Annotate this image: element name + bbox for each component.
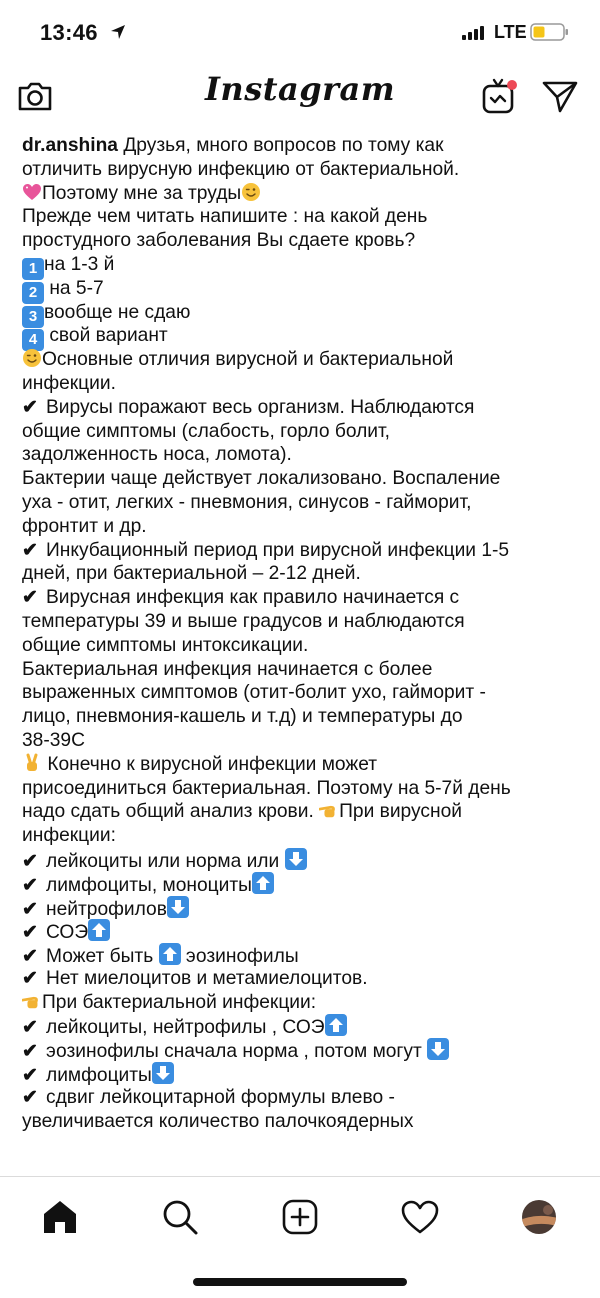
caption-text: Поэтому <box>42 182 119 204</box>
caption-text: Нет миелоцитов и метамиелоцитов. <box>46 967 368 989</box>
check-mark-icon: ✔ <box>22 396 39 418</box>
pointing-hand-icon <box>22 991 42 1011</box>
check-mark-icon: ✔ <box>22 1086 39 1108</box>
caption-text: уха - отит, легких - пневмония, синусов - гайморит, <box>22 491 472 513</box>
caption-line <box>22 1062 584 1086</box>
caption-text: Вирусы поражают весь организм. Наблюдаются <box>46 396 475 418</box>
caption-line <box>22 753 584 777</box>
check-mark-icon: ✔ <box>22 850 39 872</box>
signal-strength-icon <box>462 26 490 40</box>
keycap-2-icon: 2 <box>22 282 44 304</box>
caption-line <box>22 586 584 610</box>
caption-text: Может быть <box>46 946 159 968</box>
check-mark-icon: ✔ <box>22 1065 39 1087</box>
caption-text: свой вариант <box>44 325 168 347</box>
keycap-4-icon: 4 <box>22 329 44 351</box>
network-type: LTE <box>494 22 527 42</box>
check-mark-icon: ✔ <box>22 922 39 944</box>
caption-line <box>22 182 584 206</box>
caption-text: 38-39С <box>22 729 85 751</box>
check-mark-icon: ✔ <box>22 1017 39 1039</box>
caption-line <box>22 943 584 967</box>
caption-text: присоединиться бактериальная. Поэтому на 5-7й день <box>22 777 511 799</box>
check-mark-icon: ✔ <box>22 898 39 920</box>
caption-text: лейкоциты, нейтрофилы , СОЭ <box>46 1017 325 1039</box>
caption-line <box>22 348 584 372</box>
caption-text: Инкубационный период при вирусной инфекции 1-5 <box>46 539 510 561</box>
caption-text: лицо, пневмония-кашель и т.д) и температуры до <box>22 706 463 728</box>
caption-line <box>22 729 584 753</box>
winking-face-icon <box>241 182 261 202</box>
caption-line <box>22 443 584 467</box>
caption-line <box>22 1014 584 1038</box>
up-arrow-icon <box>88 919 110 941</box>
caption-text: эозинофилы <box>180 946 299 968</box>
caption-line <box>22 634 584 658</box>
victory-hand-icon <box>22 753 42 773</box>
check-mark-icon: ✔ <box>22 874 39 896</box>
status-time: 13:46 <box>40 20 98 45</box>
keycap-1-icon: 1 <box>22 258 44 280</box>
check-mark-icon: ✔ <box>22 1041 39 1063</box>
status-bar <box>0 0 600 64</box>
caption-line <box>22 205 584 229</box>
igtv-icon[interactable] <box>480 76 520 116</box>
check-mark-icon: ✔ <box>22 539 39 561</box>
caption-line <box>22 491 584 515</box>
caption-text: лейкоциты или норма или <box>46 850 285 872</box>
caption-line <box>22 610 584 634</box>
up-arrow-icon <box>325 1014 347 1036</box>
home-indicator[interactable] <box>193 1278 407 1286</box>
caption-line <box>22 134 584 158</box>
caption-text: фронтит и др. <box>22 515 147 537</box>
caption-line <box>22 229 584 253</box>
caption-line <box>22 562 584 586</box>
caption-text: общие симптомы (слабость, горло болит, <box>22 420 390 442</box>
keycap-3-icon: 3 <box>22 306 44 328</box>
caption-text: вообще не сдаю <box>44 301 191 323</box>
caption-line <box>22 1086 584 1110</box>
caption-text: сдвиг лейкоцитарной формулы влево - <box>46 1086 395 1108</box>
app-logo: Instagram <box>204 70 396 108</box>
caption-text: температуры 39 и выше градусов и наблюдаются <box>22 610 465 632</box>
profile-avatar[interactable] <box>520 1198 558 1236</box>
down-arrow-icon <box>152 1062 174 1084</box>
caption-line <box>22 1110 584 1134</box>
caption-line <box>22 324 584 348</box>
caption-line <box>22 1038 584 1062</box>
caption-line <box>22 539 584 563</box>
caption-text: Прежде чем читать напишите : на какой день <box>22 206 428 228</box>
caption-line <box>22 777 584 801</box>
caption-line <box>22 800 584 824</box>
check-mark-icon: ✔ <box>22 587 39 609</box>
caption-line <box>22 158 584 182</box>
caption-text: простудного заболевания Вы сдаете кровь? <box>22 230 416 252</box>
check-mark-icon: ✔ <box>22 967 39 989</box>
caption-text: задолженность носа, ломота). <box>22 444 292 466</box>
caption-text: лимфоциты, моноциты <box>46 874 252 896</box>
caption-text: мне за труды <box>118 182 242 204</box>
caption-line <box>22 919 584 943</box>
home-icon[interactable] <box>40 1197 80 1237</box>
caption-text: Основные отличия вирусной и бактериальной <box>42 349 454 371</box>
activity-heart-icon[interactable] <box>400 1197 440 1237</box>
caption-text: Конечно к вирусной инфекции может <box>42 753 378 775</box>
caption-text: общие симптомы интоксикации. <box>22 634 309 656</box>
top-nav <box>0 64 600 128</box>
down-arrow-icon <box>167 896 189 918</box>
sparkling-heart-icon <box>22 182 42 202</box>
up-arrow-icon <box>252 872 274 894</box>
caption-text: инфекции. <box>22 372 116 394</box>
caption-text: Друзья, много вопросов по тому как <box>123 135 444 156</box>
caption-text: Бактерии чаще действует локализовано. Воспаление <box>22 468 501 490</box>
caption-text: дней, при бактериальной – 2-12 дней. <box>22 563 361 585</box>
check-mark-icon: ✔ <box>22 946 39 968</box>
caption-line <box>22 991 584 1015</box>
caption-text: инфекции: <box>22 825 116 847</box>
caption-text: При вирусной <box>339 801 462 823</box>
add-post-icon[interactable] <box>280 1197 320 1237</box>
pointing-hand-icon <box>319 800 339 820</box>
down-arrow-icon <box>285 848 307 870</box>
direct-message-icon[interactable] <box>541 78 579 114</box>
caption-line <box>22 681 584 705</box>
down-arrow-icon <box>427 1038 449 1060</box>
up-arrow-icon <box>159 943 181 965</box>
caption-text: надо сдать общий анализ крови. <box>22 801 320 823</box>
caption-text: лимфоциты <box>46 1065 152 1087</box>
caption-text: выраженных симптомов (отит-болит ухо, гайморит - <box>22 682 486 704</box>
caption-text: на 5-7 <box>44 277 104 299</box>
caption-line <box>22 872 584 896</box>
caption-line <box>22 658 584 682</box>
caption-line <box>22 705 584 729</box>
caption-line <box>22 420 584 444</box>
caption-line <box>22 396 584 420</box>
post-caption <box>22 134 584 1174</box>
caption-text: увеличивается количество палочкоядерных <box>22 1110 414 1132</box>
post-username[interactable]: dr.anshina <box>22 135 118 156</box>
caption-line <box>22 301 584 325</box>
caption-text: эозинофилы сначала норма , потом могут <box>46 1041 428 1063</box>
caption-text: на 1-3 й <box>44 253 115 275</box>
caption-line <box>22 515 584 539</box>
battery-icon <box>530 22 570 42</box>
caption-text: отличить вирусную инфекцию от бактериальной. <box>22 158 460 180</box>
caption-line <box>22 372 584 396</box>
caption-line <box>22 277 584 301</box>
caption-text: Вирусная инфекция как правило начинается с <box>46 587 460 609</box>
winking-face-icon <box>22 348 42 368</box>
caption-text: СОЭ <box>46 922 89 944</box>
caption-line <box>22 467 584 491</box>
caption-line <box>22 848 584 872</box>
caption-text: При бактериальной инфекции: <box>42 991 317 1013</box>
caption-text: Бактериальная инфекция начинается с более <box>22 658 433 680</box>
bottom-tab-bar <box>0 1176 600 1267</box>
caption-line <box>22 896 584 920</box>
caption-line <box>22 253 584 277</box>
search-icon[interactable] <box>160 1197 200 1237</box>
caption-line <box>22 824 584 848</box>
location-arrow-icon <box>110 24 126 40</box>
caption-text: нейтрофилов <box>46 898 167 920</box>
caption-line <box>22 967 584 991</box>
